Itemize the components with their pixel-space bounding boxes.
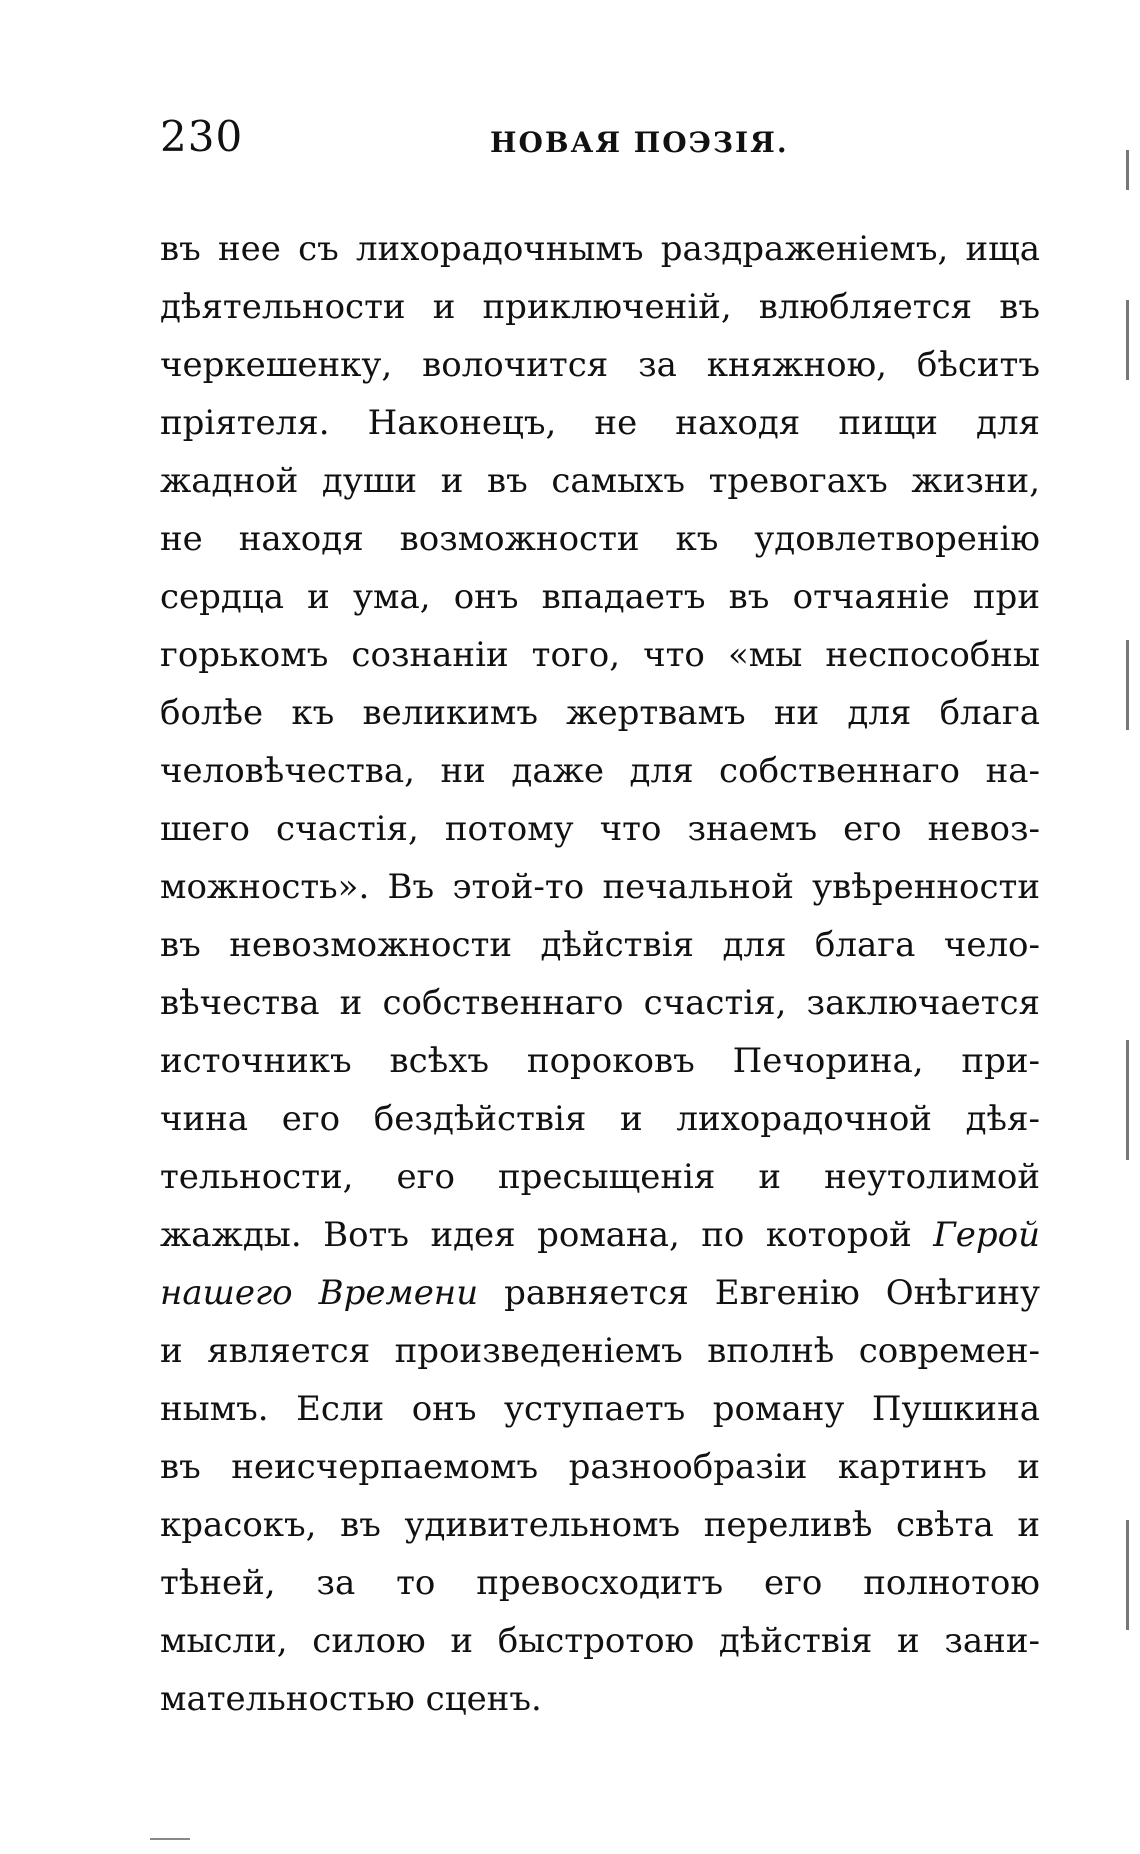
- text-line: шего счастія, потому что знаемъ его невоз-: [160, 809, 1040, 849]
- text-segment: жажды. Вотъ идея романа, по которой: [160, 1215, 912, 1255]
- text-line: въ нее съ лихорадочнымъ раздраженіемъ, ища: [160, 229, 1040, 269]
- italic-title-segment: Герой: [933, 1215, 1040, 1255]
- text-line: можность». Въ этой-то печальной увѣренности: [160, 867, 1040, 907]
- text-line: тельности, его пресыщенія и неутолимой: [160, 1157, 1040, 1197]
- text-line: пріятеля. Наконецъ, не находя пищи для: [160, 403, 1040, 443]
- text-line: черкешенку, волочится за княжною, бѣситъ: [160, 345, 1040, 385]
- text-line: и является произведеніемъ вполнѣ современ-: [160, 1331, 1040, 1371]
- text-line: мысли, силою и быстротою дѣйствія и зани-: [160, 1621, 1040, 1661]
- text-line: вѣчества и собственнаго счастія, заключается: [160, 983, 1040, 1023]
- italic-title-segment: нашего Времени: [160, 1273, 479, 1313]
- scan-margin-mark: [1126, 640, 1129, 730]
- scan-margin-mark: [1126, 1040, 1129, 1160]
- text-line: человѣчества, ни даже для собственнаго на-: [160, 751, 1040, 791]
- text-line: жадной души и въ самыхъ тревогахъ жизни,: [160, 461, 1040, 501]
- scan-bottom-mark: [150, 1838, 190, 1840]
- text-line-with-italic: [160, 1264, 1040, 1322]
- text-line: въ неисчерпаемомъ разнообразіи картинъ и: [160, 1447, 1040, 1487]
- page-header: [160, 112, 1060, 172]
- text-line: сердца и ума, онъ впадаетъ въ отчаяніе при: [160, 577, 1040, 617]
- text-line: не находя возможности къ удовлетворенію: [160, 519, 1040, 559]
- text-line: тѣней, за то превосходитъ его полнотою: [160, 1563, 1040, 1603]
- page-number: 230: [160, 112, 244, 161]
- running-title: НОВАЯ ПОЭЗІЯ.: [490, 126, 789, 159]
- text-line: красокъ, въ удивительномъ переливѣ свѣта и: [160, 1505, 1040, 1545]
- text-segment: равняется Евгенію Онѣгину: [504, 1273, 1040, 1313]
- scan-margin-mark: [1126, 300, 1129, 380]
- text-line: источникъ всѣхъ пороковъ Печорина, при-: [160, 1041, 1040, 1081]
- text-line-last: мательностью сценъ.: [160, 1679, 542, 1719]
- text-line: въ невозможности дѣйствія для блага чело-: [160, 925, 1040, 965]
- body-text: [160, 220, 1040, 1728]
- text-line: нымъ. Если онъ уступаетъ роману Пушкина: [160, 1389, 1040, 1429]
- text-line: болѣе къ великимъ жертвамъ ни для блага: [160, 693, 1040, 733]
- scan-margin-mark: [1126, 150, 1129, 190]
- text-line: дѣятельности и приключеній, влюбляется въ: [160, 287, 1040, 327]
- scan-margin-mark: [1126, 1520, 1129, 1630]
- text-line-with-italic: [160, 1206, 1040, 1264]
- text-line: чина его бездѣйствія и лихорадочной дѣя-: [160, 1099, 1040, 1139]
- text-line: горькомъ сознаніи того, что «мы неспособны: [160, 635, 1040, 675]
